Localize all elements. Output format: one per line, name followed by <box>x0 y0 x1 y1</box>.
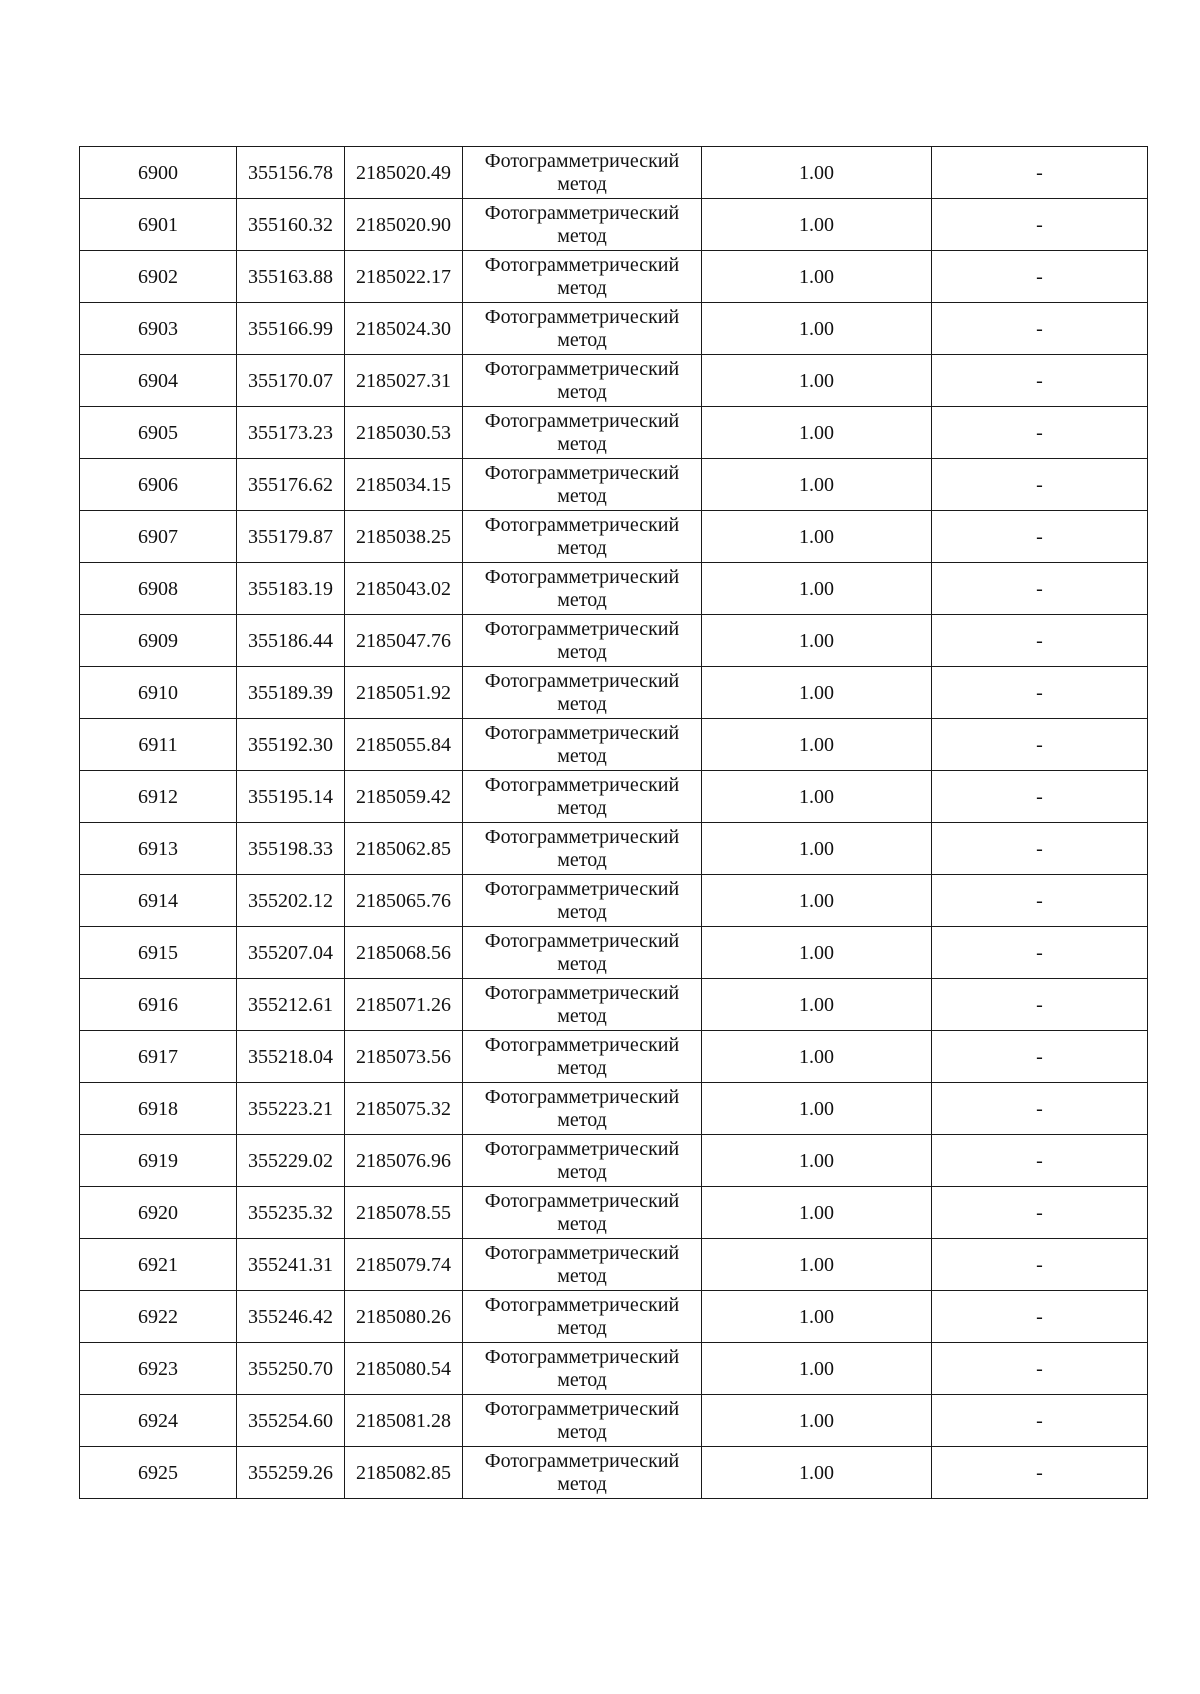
method-text-line1: Фотограмметрический <box>484 409 680 432</box>
method-text-line2: метод <box>557 848 607 871</box>
y-coordinate-cell: 2185080.54 <box>345 1343 463 1395</box>
method-text-line2: метод <box>557 1472 607 1495</box>
x-coordinate-cell: 355241.31 <box>237 1239 345 1291</box>
x-coordinate-cell: 355223.21 <box>237 1083 345 1135</box>
method-cell <box>463 1187 702 1239</box>
point-number-cell: 6919 <box>80 1135 237 1187</box>
point-number-cell: 6904 <box>80 355 237 407</box>
method-text-line1: Фотограмметрический <box>484 981 680 1004</box>
y-coordinate-cell: 2185078.55 <box>345 1187 463 1239</box>
accuracy-cell: 1.00 <box>702 823 932 875</box>
y-coordinate-cell: 2185055.84 <box>345 719 463 771</box>
y-coordinate-cell: 2185080.26 <box>345 1291 463 1343</box>
accuracy-cell: 1.00 <box>702 1135 932 1187</box>
method-text-line2: метод <box>557 692 607 715</box>
method-text-line2: метод <box>557 328 607 351</box>
method-text-line1: Фотограмметрический <box>484 1137 680 1160</box>
method-cell <box>463 1291 702 1343</box>
accuracy-cell: 1.00 <box>702 1343 932 1395</box>
method-cell <box>463 823 702 875</box>
point-number-cell: 6917 <box>80 1031 237 1083</box>
method-text-line2: метод <box>557 640 607 663</box>
y-coordinate-cell: 2185027.31 <box>345 355 463 407</box>
accuracy-cell: 1.00 <box>702 615 932 667</box>
x-coordinate-cell: 355259.26 <box>237 1447 345 1499</box>
accuracy-cell: 1.00 <box>702 667 932 719</box>
x-coordinate-cell: 355189.39 <box>237 667 345 719</box>
method-text-line1: Фотограмметрический <box>484 253 680 276</box>
y-coordinate-cell: 2185043.02 <box>345 563 463 615</box>
method-text-line1: Фотограмметрический <box>484 149 680 172</box>
note-cell: - <box>932 563 1148 615</box>
x-coordinate-cell: 355156.78 <box>237 147 345 199</box>
note-cell: - <box>932 1395 1148 1447</box>
method-text-line1: Фотограмметрический <box>484 877 680 900</box>
method-cell <box>463 1395 702 1447</box>
method-text-line2: метод <box>557 796 607 819</box>
accuracy-cell: 1.00 <box>702 251 932 303</box>
method-text-line2: метод <box>557 1212 607 1235</box>
point-number-cell: 6908 <box>80 563 237 615</box>
table-row <box>80 199 1148 251</box>
table-row <box>80 771 1148 823</box>
accuracy-cell: 1.00 <box>702 459 932 511</box>
table-row <box>80 1031 1148 1083</box>
method-cell <box>463 667 702 719</box>
method-text-line1: Фотограмметрический <box>484 1345 680 1368</box>
note-cell: - <box>932 1239 1148 1291</box>
x-coordinate-cell: 355166.99 <box>237 303 345 355</box>
method-text-line1: Фотограмметрический <box>484 929 680 952</box>
table-row <box>80 1291 1148 1343</box>
method-text-line2: метод <box>557 380 607 403</box>
point-number-cell: 6907 <box>80 511 237 563</box>
point-number-cell: 6922 <box>80 1291 237 1343</box>
note-cell: - <box>932 1291 1148 1343</box>
method-text-line2: метод <box>557 588 607 611</box>
method-cell <box>463 979 702 1031</box>
method-text-line2: метод <box>557 536 607 559</box>
table-body <box>80 147 1148 1499</box>
method-cell <box>463 719 702 771</box>
point-number-cell: 6915 <box>80 927 237 979</box>
accuracy-cell: 1.00 <box>702 1031 932 1083</box>
method-cell <box>463 407 702 459</box>
y-coordinate-cell: 2185068.56 <box>345 927 463 979</box>
accuracy-cell: 1.00 <box>702 1291 932 1343</box>
method-text-line2: метод <box>557 1316 607 1339</box>
note-cell: - <box>932 719 1148 771</box>
y-coordinate-cell: 2185075.32 <box>345 1083 463 1135</box>
point-number-cell: 6901 <box>80 199 237 251</box>
y-coordinate-cell: 2185030.53 <box>345 407 463 459</box>
note-cell: - <box>932 147 1148 199</box>
method-cell <box>463 563 702 615</box>
accuracy-cell: 1.00 <box>702 1447 932 1499</box>
point-number-cell: 6913 <box>80 823 237 875</box>
y-coordinate-cell: 2185020.90 <box>345 199 463 251</box>
method-text-line1: Фотограмметрический <box>484 201 680 224</box>
x-coordinate-cell: 355192.30 <box>237 719 345 771</box>
note-cell: - <box>932 1343 1148 1395</box>
accuracy-cell: 1.00 <box>702 719 932 771</box>
table-row <box>80 407 1148 459</box>
x-coordinate-cell: 355163.88 <box>237 251 345 303</box>
note-cell: - <box>932 615 1148 667</box>
y-coordinate-cell: 2185073.56 <box>345 1031 463 1083</box>
note-cell: - <box>932 927 1148 979</box>
x-coordinate-cell: 355229.02 <box>237 1135 345 1187</box>
y-coordinate-cell: 2185034.15 <box>345 459 463 511</box>
x-coordinate-cell: 355235.32 <box>237 1187 345 1239</box>
method-cell <box>463 927 702 979</box>
point-number-cell: 6910 <box>80 667 237 719</box>
accuracy-cell: 1.00 <box>702 1395 932 1447</box>
table-row <box>80 1083 1148 1135</box>
method-text-line2: метод <box>557 1108 607 1131</box>
x-coordinate-cell: 355218.04 <box>237 1031 345 1083</box>
method-cell <box>463 251 702 303</box>
accuracy-cell: 1.00 <box>702 979 932 1031</box>
note-cell: - <box>932 979 1148 1031</box>
x-coordinate-cell: 355254.60 <box>237 1395 345 1447</box>
point-number-cell: 6909 <box>80 615 237 667</box>
method-text-line2: метод <box>557 432 607 455</box>
method-cell <box>463 147 702 199</box>
table-row <box>80 1395 1148 1447</box>
x-coordinate-cell: 355250.70 <box>237 1343 345 1395</box>
x-coordinate-cell: 355176.62 <box>237 459 345 511</box>
method-text-line1: Фотограмметрический <box>484 1397 680 1420</box>
y-coordinate-cell: 2185038.25 <box>345 511 463 563</box>
method-text-line1: Фотограмметрический <box>484 513 680 536</box>
point-number-cell: 6916 <box>80 979 237 1031</box>
point-number-cell: 6902 <box>80 251 237 303</box>
point-number-cell: 6921 <box>80 1239 237 1291</box>
note-cell: - <box>932 459 1148 511</box>
note-cell: - <box>932 355 1148 407</box>
point-number-cell: 6903 <box>80 303 237 355</box>
method-text-line1: Фотограмметрический <box>484 1293 680 1316</box>
y-coordinate-cell: 2185024.30 <box>345 303 463 355</box>
table-row <box>80 511 1148 563</box>
y-coordinate-cell: 2185022.17 <box>345 251 463 303</box>
point-number-cell: 6914 <box>80 875 237 927</box>
note-cell: - <box>932 1447 1148 1499</box>
method-text-line2: метод <box>557 952 607 975</box>
x-coordinate-cell: 355207.04 <box>237 927 345 979</box>
table-row <box>80 1239 1148 1291</box>
note-cell: - <box>932 511 1148 563</box>
table-row <box>80 1343 1148 1395</box>
table-row <box>80 459 1148 511</box>
x-coordinate-cell: 355198.33 <box>237 823 345 875</box>
method-cell <box>463 303 702 355</box>
accuracy-cell: 1.00 <box>702 1187 932 1239</box>
point-number-cell: 6920 <box>80 1187 237 1239</box>
method-text-line2: метод <box>557 484 607 507</box>
accuracy-cell: 1.00 <box>702 355 932 407</box>
method-text-line1: Фотограмметрический <box>484 1033 680 1056</box>
accuracy-cell: 1.00 <box>702 771 932 823</box>
note-cell: - <box>932 1135 1148 1187</box>
table-row <box>80 979 1148 1031</box>
table-row <box>80 1447 1148 1499</box>
point-number-cell: 6923 <box>80 1343 237 1395</box>
method-text-line1: Фотограмметрический <box>484 669 680 692</box>
note-cell: - <box>932 1187 1148 1239</box>
accuracy-cell: 1.00 <box>702 199 932 251</box>
table-row <box>80 147 1148 199</box>
method-text-line1: Фотограмметрический <box>484 1449 680 1472</box>
note-cell: - <box>932 251 1148 303</box>
x-coordinate-cell: 355160.32 <box>237 199 345 251</box>
point-number-cell: 6918 <box>80 1083 237 1135</box>
note-cell: - <box>932 823 1148 875</box>
method-text-line2: метод <box>557 744 607 767</box>
method-cell <box>463 1135 702 1187</box>
x-coordinate-cell: 355195.14 <box>237 771 345 823</box>
method-text-line2: метод <box>557 276 607 299</box>
y-coordinate-cell: 2185082.85 <box>345 1447 463 1499</box>
note-cell: - <box>932 1083 1148 1135</box>
method-text-line1: Фотограмметрический <box>484 1189 680 1212</box>
method-text-line1: Фотограмметрический <box>484 565 680 588</box>
x-coordinate-cell: 355246.42 <box>237 1291 345 1343</box>
method-cell <box>463 1447 702 1499</box>
table-row <box>80 719 1148 771</box>
method-text-line2: метод <box>557 1056 607 1079</box>
accuracy-cell: 1.00 <box>702 563 932 615</box>
method-cell <box>463 1343 702 1395</box>
y-coordinate-cell: 2185065.76 <box>345 875 463 927</box>
point-number-cell: 6911 <box>80 719 237 771</box>
accuracy-cell: 1.00 <box>702 147 932 199</box>
coordinates-table <box>79 146 1148 1499</box>
note-cell: - <box>932 199 1148 251</box>
x-coordinate-cell: 355170.07 <box>237 355 345 407</box>
note-cell: - <box>932 771 1148 823</box>
x-coordinate-cell: 355173.23 <box>237 407 345 459</box>
y-coordinate-cell: 2185071.26 <box>345 979 463 1031</box>
method-text-line1: Фотограмметрический <box>484 773 680 796</box>
method-cell <box>463 771 702 823</box>
method-text-line2: метод <box>557 1264 607 1287</box>
point-number-cell: 6900 <box>80 147 237 199</box>
method-text-line1: Фотограмметрический <box>484 617 680 640</box>
table-row <box>80 303 1148 355</box>
table-row <box>80 615 1148 667</box>
method-text-line1: Фотограмметрический <box>484 1241 680 1264</box>
accuracy-cell: 1.00 <box>702 927 932 979</box>
method-cell <box>463 199 702 251</box>
y-coordinate-cell: 2185047.76 <box>345 615 463 667</box>
method-text-line1: Фотограмметрический <box>484 305 680 328</box>
y-coordinate-cell: 2185062.85 <box>345 823 463 875</box>
method-text-line2: метод <box>557 172 607 195</box>
x-coordinate-cell: 355179.87 <box>237 511 345 563</box>
table-row <box>80 355 1148 407</box>
method-cell <box>463 355 702 407</box>
accuracy-cell: 1.00 <box>702 1239 932 1291</box>
accuracy-cell: 1.00 <box>702 303 932 355</box>
method-cell <box>463 1031 702 1083</box>
method-text-line2: метод <box>557 224 607 247</box>
table-row <box>80 1187 1148 1239</box>
method-text-line2: метод <box>557 1160 607 1183</box>
method-text-line1: Фотограмметрический <box>484 825 680 848</box>
table-row <box>80 563 1148 615</box>
point-number-cell: 6925 <box>80 1447 237 1499</box>
table-row <box>80 823 1148 875</box>
method-text-line1: Фотограмметрический <box>484 461 680 484</box>
accuracy-cell: 1.00 <box>702 875 932 927</box>
method-cell <box>463 511 702 563</box>
point-number-cell: 6906 <box>80 459 237 511</box>
x-coordinate-cell: 355212.61 <box>237 979 345 1031</box>
note-cell: - <box>932 407 1148 459</box>
table-row <box>80 927 1148 979</box>
method-text-line1: Фотограмметрический <box>484 357 680 380</box>
table-row <box>80 1135 1148 1187</box>
y-coordinate-cell: 2185081.28 <box>345 1395 463 1447</box>
method-cell <box>463 459 702 511</box>
x-coordinate-cell: 355202.12 <box>237 875 345 927</box>
note-cell: - <box>932 875 1148 927</box>
y-coordinate-cell: 2185079.74 <box>345 1239 463 1291</box>
y-coordinate-cell: 2185059.42 <box>345 771 463 823</box>
point-number-cell: 6905 <box>80 407 237 459</box>
method-cell <box>463 615 702 667</box>
table-row <box>80 667 1148 719</box>
table-row <box>80 875 1148 927</box>
method-text-line1: Фотограмметрический <box>484 721 680 744</box>
x-coordinate-cell: 355186.44 <box>237 615 345 667</box>
point-number-cell: 6924 <box>80 1395 237 1447</box>
method-text-line2: метод <box>557 1004 607 1027</box>
note-cell: - <box>932 1031 1148 1083</box>
note-cell: - <box>932 667 1148 719</box>
table-row <box>80 251 1148 303</box>
method-text-line2: метод <box>557 900 607 923</box>
y-coordinate-cell: 2185051.92 <box>345 667 463 719</box>
accuracy-cell: 1.00 <box>702 511 932 563</box>
method-cell <box>463 1083 702 1135</box>
method-text-line1: Фотограмметрический <box>484 1085 680 1108</box>
method-cell <box>463 875 702 927</box>
x-coordinate-cell: 355183.19 <box>237 563 345 615</box>
accuracy-cell: 1.00 <box>702 407 932 459</box>
note-cell: - <box>932 303 1148 355</box>
method-text-line2: метод <box>557 1420 607 1443</box>
method-text-line2: метод <box>557 1368 607 1391</box>
point-number-cell: 6912 <box>80 771 237 823</box>
y-coordinate-cell: 2185076.96 <box>345 1135 463 1187</box>
method-cell <box>463 1239 702 1291</box>
accuracy-cell: 1.00 <box>702 1083 932 1135</box>
y-coordinate-cell: 2185020.49 <box>345 147 463 199</box>
